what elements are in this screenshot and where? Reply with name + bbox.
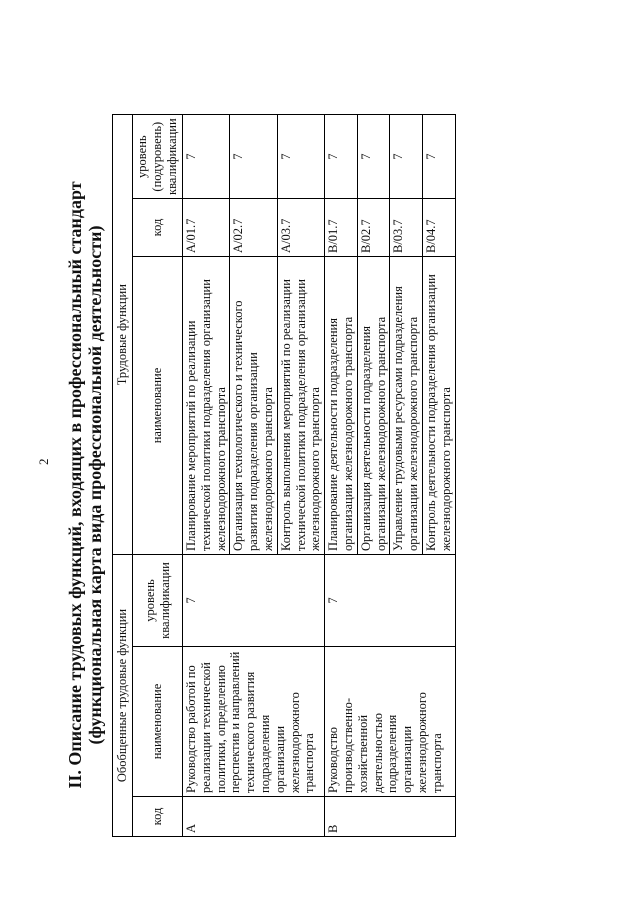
function-level: 7 xyxy=(390,115,423,199)
page-number: 2 xyxy=(36,458,51,465)
function-name: Управление трудовыми ресурсами подразделения организации железнодорожного транспорта xyxy=(390,257,423,555)
function-code: А/01.7 xyxy=(183,199,230,257)
function-level: 7 xyxy=(277,115,324,199)
function-code: В/03.7 xyxy=(390,199,423,257)
function-code: В/01.7 xyxy=(325,199,358,257)
function-name: Контроль выполнения мероприятий по реализации технической политики подразделения организации железнодорожного транспорта xyxy=(277,257,324,555)
group-level: 7 xyxy=(325,555,455,647)
header-tf-name: наименование xyxy=(133,257,183,555)
table-row xyxy=(325,115,358,837)
function-level: 7 xyxy=(422,115,455,199)
function-level: 7 xyxy=(183,115,230,199)
header-generalized-functions: Обобщенные трудовые функции xyxy=(113,555,133,837)
header-level: уровень квалификации xyxy=(133,555,183,647)
functional-map-table xyxy=(112,114,456,837)
function-name: Организация деятельности подразделения организации железнодорожного транспорта xyxy=(357,257,390,555)
section-title: II. Описание трудовых функций, входящих в профессиональный стандарт xyxy=(65,181,85,789)
group-level: 7 xyxy=(183,555,325,647)
function-level: 7 xyxy=(325,115,358,199)
group-name: Руководство производственно-хозяйственной деятельностью подразделения организации железнодорожного транспорта xyxy=(325,647,455,797)
function-name: Планирование мероприятий по реализации технической политики подразделения организации железнодорожного транспорта xyxy=(183,257,230,555)
function-code: А/02.7 xyxy=(230,199,277,257)
function-code: В/02.7 xyxy=(357,199,390,257)
function-name: Планирование деятельности подразделения организации железнодорожного транспорта xyxy=(325,257,358,555)
section-subtitle: (функциональная карта вида профессиональной деятельности) xyxy=(85,225,105,745)
function-code: В/04.7 xyxy=(422,199,455,257)
header-code: код xyxy=(133,797,183,837)
table-row xyxy=(183,115,230,837)
header-tf-level: уровень (подуровень) квалификации xyxy=(133,115,183,199)
group-code: В xyxy=(325,797,455,837)
function-name: Организация технологического и технического развития подразделения организации железнодорожного транспорта xyxy=(230,257,277,555)
header-name: наименование xyxy=(133,647,183,797)
function-level: 7 xyxy=(230,115,277,199)
header-tf-code: код xyxy=(133,199,183,257)
function-code: А/03.7 xyxy=(277,199,324,257)
header-labor-functions: Трудовые функции xyxy=(113,115,133,555)
group-code: А xyxy=(183,797,325,837)
function-level: 7 xyxy=(357,115,390,199)
function-name: Контроль деятельности подразделения организации железнодорожного транспорта xyxy=(422,257,455,555)
group-name: Руководство работой по реализации технической политики, определению перспектив и направлений технического развития подразделения организации железнодорожного транспорта xyxy=(183,647,325,797)
